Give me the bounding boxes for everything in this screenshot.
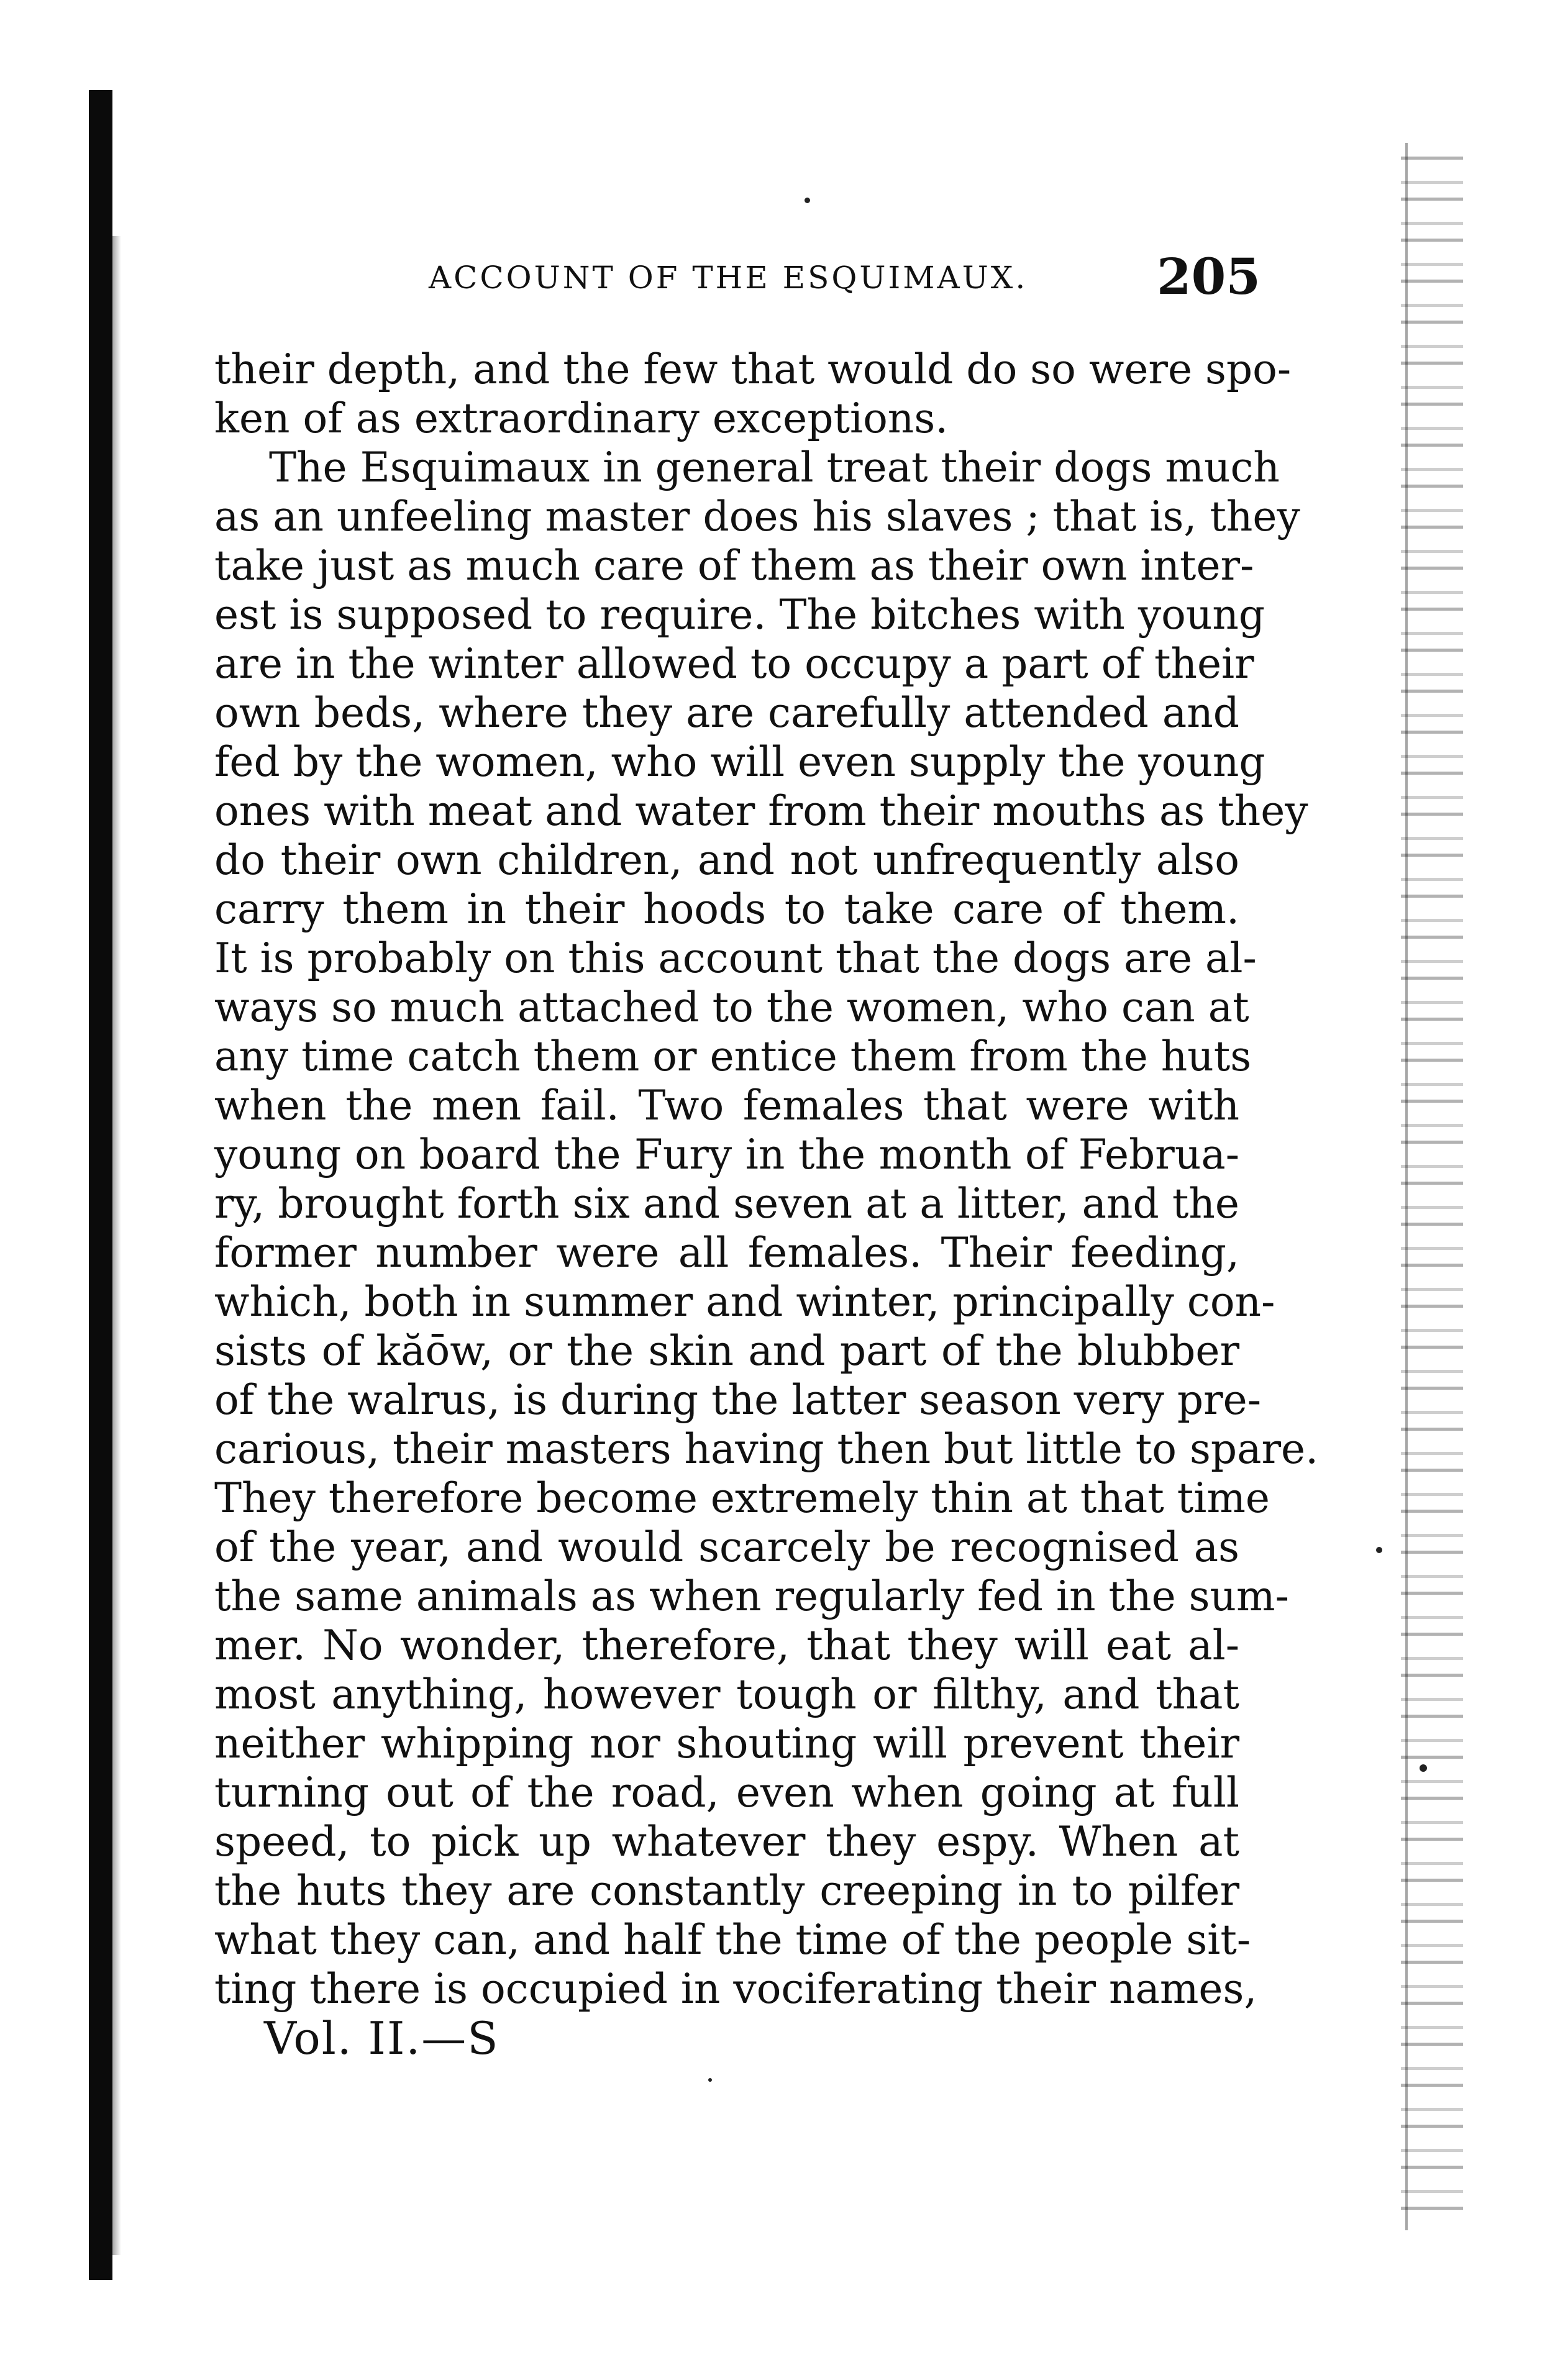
text-line: fed by the women, who will even supply the young bbox=[214, 738, 1265, 786]
text-line: former number were all females. Their feeding, bbox=[214, 1229, 1239, 1277]
text-line: take just as much care of them as their own inter- bbox=[214, 542, 1254, 590]
text-line: most anything, however tough or filthy, and that bbox=[214, 1671, 1239, 1718]
body-text bbox=[214, 345, 1319, 2013]
text-line: their depth, and the few that would do so were spo- bbox=[214, 345, 1292, 393]
text-line: carry them in their hoods to take care of them. bbox=[214, 885, 1239, 933]
text-line: the huts they are constantly creeping in to pilfer bbox=[214, 1867, 1239, 1915]
text-line: the same animals as when regularly fed in the sum- bbox=[214, 1572, 1289, 1620]
running-title: ACCOUNT OF THE ESQUIMAUX. bbox=[429, 260, 1028, 296]
page-edge-line bbox=[1405, 143, 1408, 2230]
text-line: speed, to pick up whatever they espy. When at bbox=[214, 1818, 1239, 1866]
text-line: ways so much attached to the women, who can at bbox=[214, 983, 1249, 1031]
text-line: ones with meat and water from their mouths as they bbox=[214, 787, 1308, 835]
scan-speck bbox=[708, 2078, 712, 2082]
text-line: what they can, and half the time of the people sit- bbox=[214, 1916, 1251, 1964]
text-line: ken of as extraordinary exceptions. bbox=[214, 394, 949, 442]
text-line: are in the winter allowed to occupy a part of their bbox=[214, 640, 1254, 688]
text-line: ting there is occupied in vociferating their names, bbox=[214, 1965, 1257, 2013]
text-line: when the men fail. Two females that were with bbox=[214, 1082, 1239, 1129]
text-line: They therefore become extremely thin at that time bbox=[214, 1474, 1270, 1522]
text-line: turning out of the road, even when going at full bbox=[214, 1769, 1239, 1817]
text-line: sists of kăōw, or the skin and part of the blubber bbox=[214, 1327, 1239, 1375]
text-line: The Esquimaux in general treat their dogs much bbox=[269, 444, 1280, 491]
text-line: of the walrus, is during the latter season very pre- bbox=[214, 1376, 1261, 1424]
scan-speck bbox=[805, 198, 810, 203]
binding-edge bbox=[89, 90, 112, 2280]
text-line: do their own children, and not unfrequently also bbox=[214, 836, 1239, 884]
binding-shadow bbox=[112, 236, 121, 2255]
text-line: which, both in summer and winter, principally con- bbox=[214, 1278, 1275, 1326]
page-number: 205 bbox=[1157, 247, 1261, 306]
text-line: of the year, and would scarcely be recognised as bbox=[214, 1523, 1239, 1571]
text-line: mer. No wonder, therefore, that they will eat al- bbox=[214, 1621, 1239, 1669]
text-line: own beds, where they are carefully attended and bbox=[214, 689, 1239, 737]
text-line: young on board the Fury in the month of Februa- bbox=[214, 1131, 1239, 1179]
signature-mark: Vol. II.—S bbox=[264, 2012, 499, 2064]
text-line: neither whipping nor shouting will prevent their bbox=[214, 1720, 1239, 1767]
scan-speck bbox=[1376, 1547, 1382, 1553]
text-line: est is supposed to require. The bitches with young bbox=[214, 591, 1265, 639]
text-line: as an unfeeling master does his slaves ; that is, they bbox=[214, 493, 1300, 540]
text-line: carious, their masters having then but little to spare. bbox=[214, 1425, 1319, 1473]
text-line: ry, brought forth six and seven at a litter, and the bbox=[214, 1180, 1239, 1228]
adjacent-page-edge bbox=[1401, 143, 1463, 2230]
text-line: any time catch them or entice them from the huts bbox=[214, 1033, 1252, 1080]
scan-speck bbox=[1420, 1764, 1427, 1772]
text-line: It is probably on this account that the dogs are al- bbox=[214, 934, 1257, 982]
